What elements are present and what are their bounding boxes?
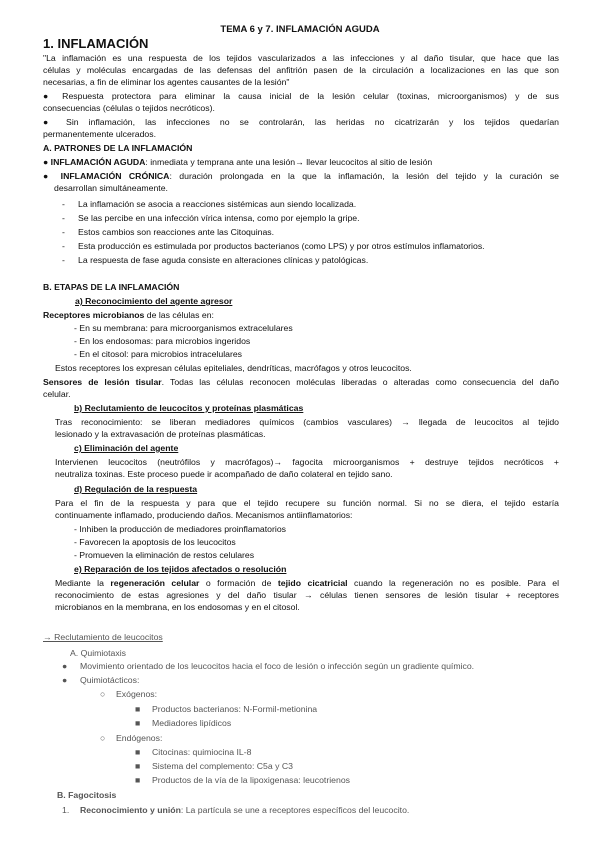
aguda-label: ● INFLAMACIÓN AGUDA (43, 157, 146, 167)
square-bullet-icon: ■ (135, 718, 141, 728)
paragraph-c: Intervienen leucocitos (neutrófilos y macrófagos)→ fagocita microorganismos + destruye tejidos necróticos + (55, 457, 559, 467)
circle-bullet-icon: ○ (100, 689, 106, 699)
exogenos-label: Exógenos: (116, 689, 158, 699)
mecanismo-item: - Promueven la eliminación de restos celulares (74, 550, 255, 560)
dash-marker: - (62, 213, 65, 223)
bullet-line: ● Respuesta protectora para eliminar la causa inicial de la lesión celular (toxinas, microorganismos) y de sus (43, 91, 559, 101)
bold-term: tejido cicatricial (277, 578, 348, 588)
dash-marker: - (62, 241, 65, 251)
subheading-b: b) Reclutamiento de leucocitos y proteínas plasmáticas (74, 403, 304, 413)
dash-marker: - (62, 227, 65, 237)
bullet-dot-icon: ● (62, 661, 68, 671)
sensores-label: Sensores de lesión tisular (43, 377, 162, 387)
section-heading-etapas: B. ETAPAS DE LA INFLAMACIÓN (43, 282, 180, 292)
endogenos-label: Endógenos: (116, 733, 163, 743)
receptores-label: Receptores microbianos (43, 310, 145, 320)
sensores-text: . Todas las células reconocen moléculas liberadas o alteradas como consecuencia del daño (161, 377, 559, 387)
definition-line: necesarias, a fin de eliminar los agentes causantes de la lesión" (43, 77, 290, 87)
paragraph-b: Tras reconocimiento: se liberan mediadores químicos (cambios vasculares) → llegada de leucocitos al tejido (55, 417, 559, 427)
text-run: Mediante la (55, 578, 111, 588)
quimiotaxis-heading: A. Quimiotaxis (70, 648, 127, 658)
subheading-d: d) Regulación de la respuesta (74, 484, 198, 494)
fagocitosis-heading: B. Fagocitosis (57, 790, 117, 800)
cronica-text: : duración prolongada en la que la inflamación, la lesión del tejido y la curación se (169, 171, 559, 181)
exogeno-item: Mediadores lipídicos (152, 718, 232, 728)
dash-marker: - (62, 199, 65, 209)
receptores-note: Estos receptores los expresan células epiteliales, dendríticas, macrófagos y otros leucocitos. (55, 363, 412, 373)
square-bullet-icon: ■ (135, 747, 141, 757)
square-bullet-icon: ■ (135, 761, 141, 771)
paragraph-d: continuamente inflamado, produciendo daños. Mecanismos antiinflamatorios: (55, 510, 353, 520)
paragraph-e (55, 578, 559, 589)
reconocimiento-line (80, 805, 409, 816)
paragraph-c: neutraliza toxinas. Este proceso puede ir acompañado de daño colateral en tejido sano. (55, 469, 393, 479)
cronica-label: ● INFLAMACIÓN CRÓNICA (43, 171, 170, 181)
subheading-a: a) Reconocimiento del agente agresor (75, 296, 233, 306)
paragraph-e: reconocimiento de estas agresiones y del daño tisular → células tienen sensores de lesión tisular + receptores (55, 590, 559, 600)
bullet-line: ● Sin inflamación, las infecciones no se controlarán, las heridas no cicatrizarán y los tejidos quedarían (43, 117, 559, 127)
paragraph-e: microbianos en la membrana, en los endosomas y en el citosol. (55, 602, 300, 612)
paragraph-b: lesionado y la extravasación de proteínas plasmáticas. (55, 429, 266, 439)
receptores-text: de las células en: (144, 310, 214, 320)
dash-marker: - (62, 255, 65, 265)
bullet-dot-icon: ● (62, 675, 68, 685)
reconocimiento-label: Reconocimiento y unión (80, 805, 181, 815)
text-run: cuando la regeneración no es posible. Para el (347, 578, 560, 588)
receptores-item: - En su membrana: para microorganismos extracelulares (74, 323, 293, 333)
cronica-line (43, 171, 559, 182)
section-heading-patrones: A. PATRONES DE LA INFLAMACIÓN (43, 143, 193, 153)
receptores-line (43, 310, 214, 321)
endogeno-item: Sistema del complemento: C5a y C3 (152, 761, 293, 771)
aguda-line (43, 157, 432, 168)
sensores-line-2: celular. (43, 389, 71, 399)
definition-line: células y moléculas encargadas de las defensas del anfitrión pasen de la circulación a localizaciones en las que son (43, 65, 559, 75)
circle-bullet-icon: ○ (100, 733, 106, 743)
quimiotaxis-definition: Movimiento orientado de los leucocitos hacia el foco de lesión o infección según un gradiente químico. (80, 661, 475, 671)
definition-line: "La inflamación es una respuesta de los tejidos vascularizados a las infecciones y al daño tisular, que hace que las (43, 53, 559, 63)
exogeno-item: Productos bacterianos: N-Formil-metionina (152, 704, 318, 714)
dash-item: La inflamación se asocia a reacciones sistémicas aun siendo localizada. (78, 199, 357, 209)
dash-item: La respuesta de fase aguda consiste en alteraciones clínicas y patológicas. (78, 255, 369, 265)
cronica-line-2: desarrollan simultáneamente. (54, 183, 168, 193)
endogeno-item: Citocinas: quimiocina IL-8 (152, 747, 252, 757)
list-number: 1. (62, 805, 70, 815)
bold-term: regeneración celular (110, 578, 200, 588)
receptores-item: - En el citosol: para microbios intracelulares (74, 349, 243, 359)
text-run: o formación de (199, 578, 278, 588)
receptores-item: - En los endosomas: para microbios ingeridos (74, 336, 251, 346)
mecanismo-item: - Inhiben la producción de mediadores proinflamatorios (74, 524, 286, 534)
reclutamiento-heading: → Reclutamiento de leucocitos (43, 632, 163, 642)
bullet-line: consecuencias (células o tejidos necróticos). (43, 103, 215, 113)
subheading-c: c) Eliminación del agente (74, 443, 179, 453)
square-bullet-icon: ■ (135, 775, 141, 785)
aguda-text: : inmediata y temprana ante una lesión→ llevar leucocitos al sitio de lesión (145, 157, 433, 167)
bullet-line: permanentemente ulcerados. (43, 129, 157, 139)
dash-item: Se las percibe en una infección vírica intensa, como por ejemplo la gripe. (78, 213, 360, 223)
endogeno-item: Productos de la vía de la lipoxigenasa: leucotrienos (152, 775, 351, 785)
square-bullet-icon: ■ (135, 704, 141, 714)
dash-item: Esta producción es estimulada por productos bacterianos (como LPS) y por otros estímulos inflamatorios. (78, 241, 485, 251)
quimiotacticos-label: Quimiotácticos: (80, 675, 140, 685)
dash-item: Estos cambios son reacciones ante las Citoquinas. (78, 227, 275, 237)
paragraph-d: Para el fin de la respuesta y para que el tejido recupere su función normal. Si no se diera, el tejido estaría (55, 498, 559, 508)
section-heading-inflamacion: 1. INFLAMACIÓN (43, 36, 149, 51)
subheading-e: e) Reparación de los tejidos afectados o resolución (74, 564, 287, 574)
reconocimiento-text: : La partícula se une a receptores específicos del leucocito. (180, 805, 410, 815)
document-title: TEMA 6 y 7. INFLAMACIÓN AGUDA (220, 24, 380, 35)
mecanismo-item: - Favorecen la apoptosis de los leucocitos (74, 537, 236, 547)
sensores-line (43, 377, 559, 388)
